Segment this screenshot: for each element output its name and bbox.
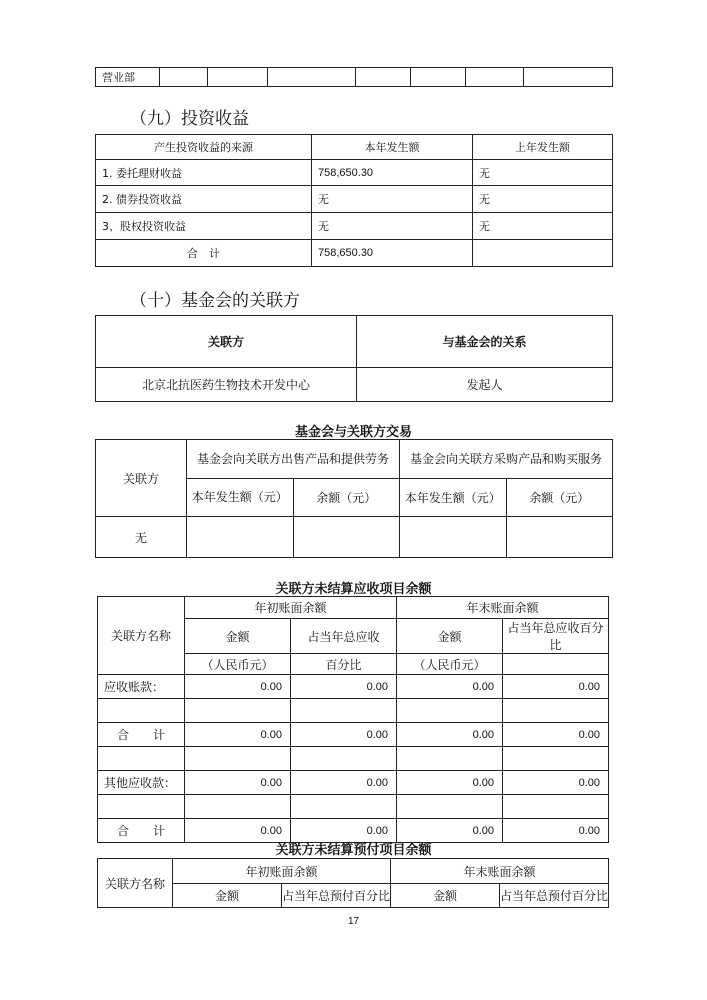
- row-label: [98, 747, 185, 771]
- end-header: 年末账面余额: [391, 859, 609, 884]
- pct-header: 占当年总预付百分比: [500, 884, 609, 908]
- value-cell: 0.00: [185, 723, 291, 747]
- prepaid-title: 关联方未结算预付项目余额: [275, 843, 432, 858]
- value-cell: 0.00: [185, 675, 291, 699]
- value-cell: 0.00: [291, 675, 397, 699]
- pct-header: 占当年总应收百分比: [503, 619, 609, 654]
- section10-title: （十）基金会的关联方: [130, 291, 300, 311]
- table-row: [98, 771, 609, 795]
- begin-header: 年初账面余额: [173, 859, 391, 884]
- row-label: 应收账款：: [98, 675, 185, 699]
- row-label: [98, 795, 185, 819]
- sub-header: 本年发生额（元）: [400, 479, 507, 517]
- receivable-table: [97, 596, 609, 843]
- table-row: [98, 723, 609, 747]
- col-header: 本年发生额: [312, 135, 473, 160]
- value-cell: [185, 747, 291, 771]
- value-cell: 0.00: [397, 819, 503, 843]
- buy-header: 基金会向关联方采购产品和购买服务: [400, 440, 613, 479]
- value-cell: [397, 795, 503, 819]
- cell: 无: [473, 186, 613, 213]
- related-party-table: [95, 315, 613, 402]
- sub-header: 本年发生额（元）: [187, 479, 294, 517]
- value-cell: 0.00: [397, 675, 503, 699]
- col-header: 产生投资收益的来源: [96, 135, 312, 160]
- row-label: 合 计: [98, 819, 185, 843]
- col-header: 与基金会的关系: [357, 316, 613, 368]
- sell-header: 基金会向关联方出售产品和提供劳务: [187, 440, 400, 479]
- value-cell: 0.00: [503, 675, 609, 699]
- value-cell: [397, 747, 503, 771]
- col-header: 上年发生额: [473, 135, 613, 160]
- value-cell: [503, 747, 609, 771]
- row-label: 1. 委托理财收益: [96, 160, 312, 186]
- cell: [473, 240, 613, 267]
- value-cell: [291, 747, 397, 771]
- pct-header: 占当年总预付百分比: [282, 884, 391, 908]
- value-cell: 0.00: [291, 723, 397, 747]
- col-header: 关联方: [96, 316, 357, 368]
- row-label: 2. 债券投资收益: [96, 186, 312, 213]
- top-remnant-table: [95, 67, 613, 87]
- amount-header: 金额: [185, 619, 291, 654]
- value-cell: 0.00: [397, 771, 503, 795]
- name-header: 关联方名称: [98, 597, 185, 675]
- name-header: 关联方名称: [98, 859, 173, 908]
- amount-header: 金额: [173, 884, 282, 908]
- value-cell: 0.00: [503, 819, 609, 843]
- value-cell: [503, 795, 609, 819]
- cell: 758,650.30: [312, 160, 473, 186]
- value-cell: 0.00: [291, 771, 397, 795]
- cell: 无: [312, 213, 473, 240]
- begin-header: 年初账面余额: [185, 597, 397, 619]
- value-cell: [185, 795, 291, 819]
- pct-header: 占当年总应收: [291, 619, 397, 654]
- value-cell: 0.00: [503, 723, 609, 747]
- table-row: [98, 675, 609, 699]
- amount-header: 金额: [391, 884, 500, 908]
- amount-header: 金额: [397, 619, 503, 654]
- party-name: 北京北抗医药生物技术开发中心: [96, 368, 357, 402]
- pct-header-2: 百分比: [291, 654, 397, 675]
- party-relation: 发起人: [357, 368, 613, 402]
- value-cell: 0.00: [185, 819, 291, 843]
- currency-note: （人民币元）: [185, 654, 291, 675]
- table-row: [98, 699, 609, 723]
- sub-header: 余额（元）: [293, 479, 400, 517]
- trade-table: [95, 439, 613, 558]
- end-header: 年末账面余额: [397, 597, 609, 619]
- page-number: 17: [347, 916, 360, 927]
- row-label: 3、股权投资收益: [96, 213, 312, 240]
- value-cell: 0.00: [397, 723, 503, 747]
- value-cell: [397, 699, 503, 723]
- cell: 无: [473, 213, 613, 240]
- total-label: 合 计: [96, 240, 312, 267]
- row-label: 合 计: [98, 723, 185, 747]
- value-cell: [185, 699, 291, 723]
- prepaid-table: [97, 858, 609, 908]
- row-label: [98, 699, 185, 723]
- sub-header: 余额（元）: [506, 479, 613, 517]
- value-cell: [503, 699, 609, 723]
- value-cell: [291, 795, 397, 819]
- section9-title: （九）投资收益: [130, 109, 249, 129]
- table-row: [98, 747, 609, 771]
- value-cell: 0.00: [291, 819, 397, 843]
- cell: 无: [473, 160, 613, 186]
- investment-income-table: [95, 134, 613, 267]
- value-cell: 0.00: [185, 771, 291, 795]
- trade-title: 基金会与关联方交易: [294, 425, 412, 440]
- value-cell: [291, 699, 397, 723]
- party-header: 关联方: [96, 440, 187, 517]
- row-label: 无: [96, 517, 187, 558]
- cell: 758,650.30: [312, 240, 473, 267]
- receivable-title: 关联方未结算应收项目余额: [275, 582, 432, 597]
- top-row-label: 营业部: [96, 68, 160, 87]
- value-cell: 0.00: [503, 771, 609, 795]
- table-row: [98, 795, 609, 819]
- currency-note: （人民币元）: [397, 654, 503, 675]
- cell: 无: [312, 186, 473, 213]
- row-label: 其他应收款：: [98, 771, 185, 795]
